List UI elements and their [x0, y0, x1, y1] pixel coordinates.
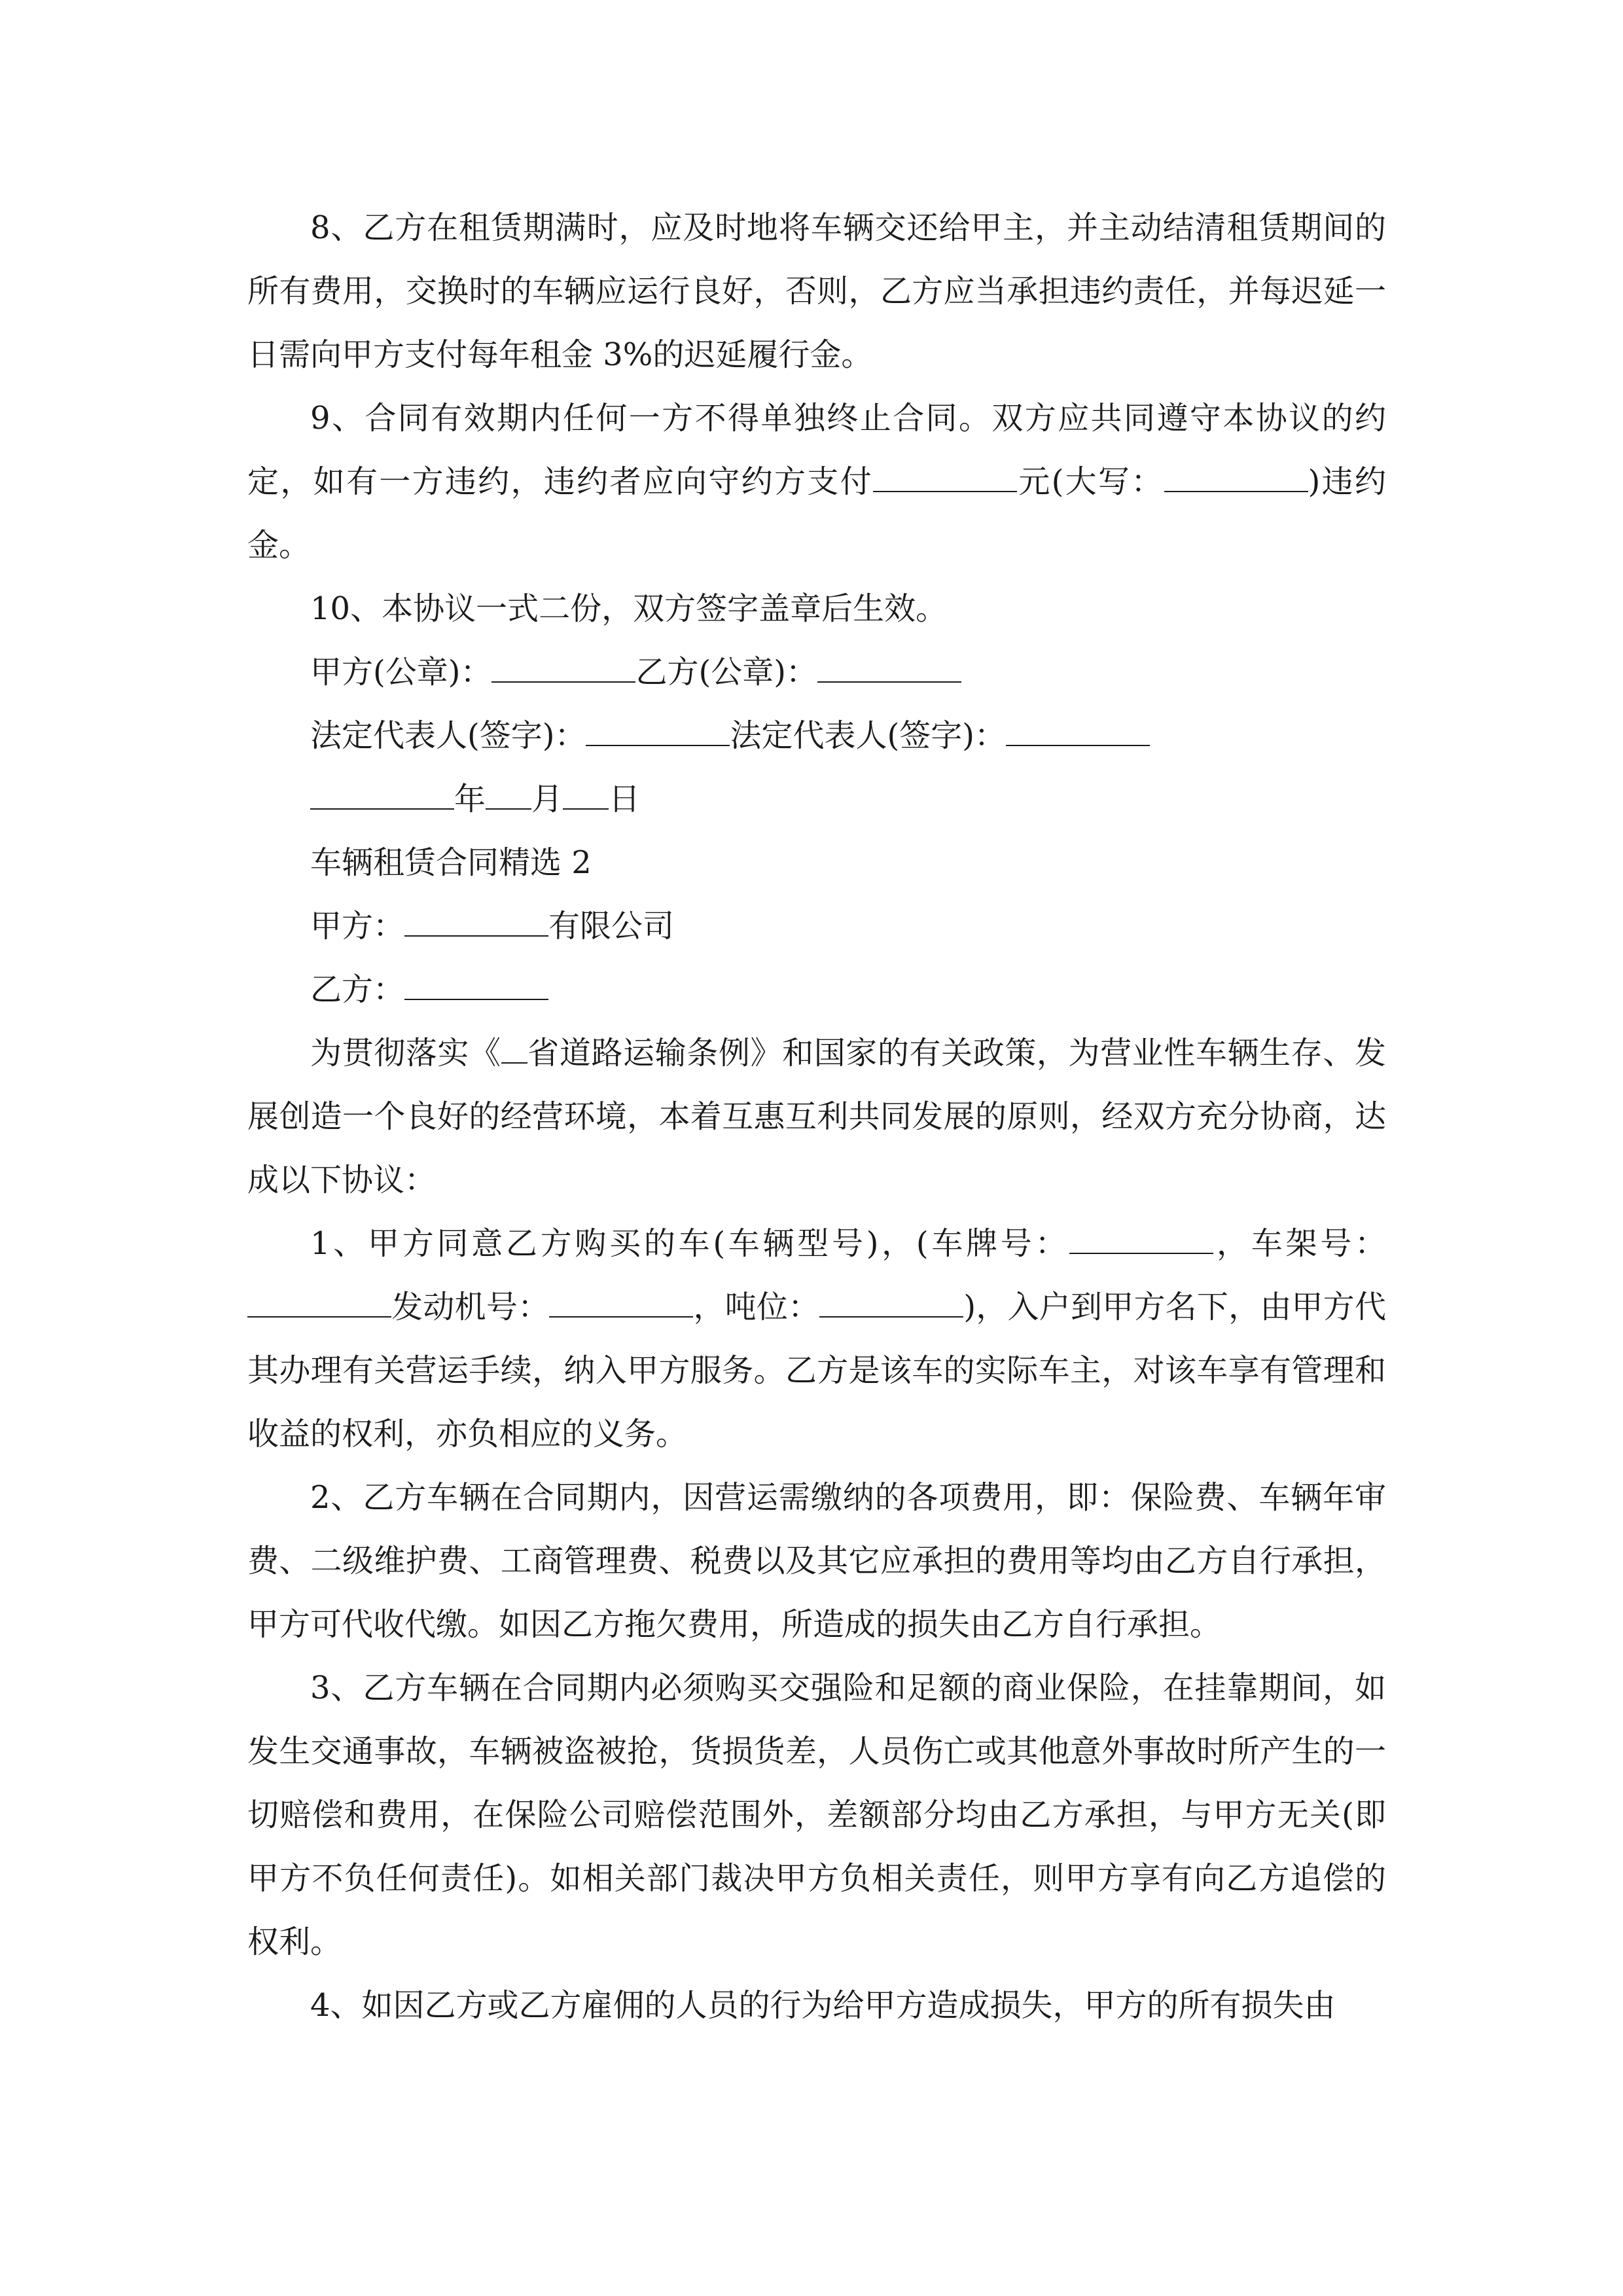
clause-9-text-b: 元(大写： [1017, 463, 1164, 500]
preamble-text-a: 为贯彻落实《 [310, 1035, 501, 1071]
penalty-amount-words-blank [1164, 457, 1308, 492]
contract-2-party-a [247, 895, 1386, 958]
rep-b-blank [1006, 711, 1150, 746]
rep-b-label: 法定代表人(签字)： [730, 717, 1006, 754]
province-blank [501, 1028, 527, 1064]
preamble-text-b: 省道路运输条例》和国家的有关政策，为营业性车辆生存、发展创造一个良好的经营环境，本着互惠互利共同发展的原则，经双方充分协商，达成以下协议： [247, 1035, 1386, 1198]
contract-2-clause-4: 4、如因乙方或乙方雇佣的人员的行为给甲方造成损失，甲方的所有损失由 [310, 1987, 1336, 2024]
contract-2-clause-1 [247, 1212, 1386, 1466]
clause-1-text-e: )，入户到甲方名下，由甲方代其办理有关营运手续，纳入甲方服务。乙方是该车的实际车主，对该车享有管理和收益的权利，亦负相应的义务。 [247, 1289, 1386, 1452]
clause-1-text-a: 1、甲方同意乙方购买的车(车辆型号)，(车牌号： [310, 1225, 1070, 1262]
contract-2-clause-2: 2、乙方车辆在合同期内，因营运需缴纳的各项费用，即：保险费、车辆年审费、二级维护费、工商管理费、税费以及其它应承担的费用等均由乙方自行承担，甲方可代收代缴。如因乙方拖欠费用，所造成的损失由乙方自行承担。 [247, 1479, 1386, 1643]
document-page [247, 196, 1386, 2037]
clause-9 [247, 387, 1386, 577]
clause-8: 8、乙方在租赁期满时，应及时地将车辆交还给甲主，并主动结清租赁期间的所有费用，交换时的车辆应运行良好，否则，乙方应当承担违约责任，并每迟延一日需向甲方支付每年租金 3%的迟延履行金。 [247, 209, 1386, 373]
day-blank [563, 774, 609, 810]
year-blank [310, 774, 454, 810]
clause-9-text-a: 9、合同有效期内任何一方不得单独终止合同。双方应共同遵守本协议的约定，如有一方违约，违约者应向守约方支付 [247, 400, 1386, 500]
contract-2-clause-3: 3、乙方车辆在合同期内必须购买交强险和足额的商业保险，在挂靠期间，如发生交通事故，车辆被盗被抢，货损货差，人员伤亡或其他意外事故时所产生的一切赔偿和费用，在保险公司赔偿范围外，差额部分均由乙方承担，与甲方无关(即甲方不负任何责任)。如相关部门裁决甲方负相关责任，则甲方享有向乙方追偿的权利。 [247, 1670, 1386, 1960]
penalty-amount-blank [873, 457, 1017, 492]
party-a-seal-blank [491, 647, 635, 683]
party-b-label: 乙方： [310, 971, 405, 1008]
representative-line [247, 704, 1386, 768]
month-label: 月 [531, 781, 563, 817]
party-b-seal-label: 乙方(公章)： [635, 654, 817, 691]
party-b-seal-blank [817, 647, 961, 683]
party-b-name-blank [404, 965, 548, 1000]
tonnage-blank [819, 1282, 963, 1318]
rep-a-blank [586, 711, 730, 746]
seal-line [247, 641, 1386, 704]
day-label: 日 [609, 781, 641, 817]
clause-1-text-b: ，车架号： [1213, 1225, 1386, 1262]
party-a-name-blank [404, 901, 548, 937]
engine-number-blank [549, 1282, 693, 1318]
plate-number-blank [1069, 1219, 1213, 1254]
month-blank [486, 774, 531, 810]
clause-9-text-c: )违约金。 [247, 463, 1386, 564]
party-a-label: 甲方： [310, 908, 405, 944]
clause-1-text-c: 发动机号： [391, 1289, 550, 1325]
contract-2-party-b [247, 958, 1386, 1022]
year-label: 年 [454, 781, 486, 817]
rep-a-label: 法定代表人(签字)： [310, 717, 586, 754]
contract-2-title: 车辆租赁合同精选 2 [310, 844, 592, 881]
contract-2-preamble [247, 1022, 1386, 1212]
date-line [247, 768, 1386, 831]
party-a-suffix: 有限公司 [548, 908, 675, 944]
frame-number-blank [247, 1282, 391, 1318]
clause-1-text-d: ，吨位： [693, 1289, 820, 1325]
party-a-seal-label: 甲方(公章)： [310, 654, 492, 691]
clause-10: 10、本协议一式二份，双方签字盖章后生效。 [310, 590, 948, 627]
